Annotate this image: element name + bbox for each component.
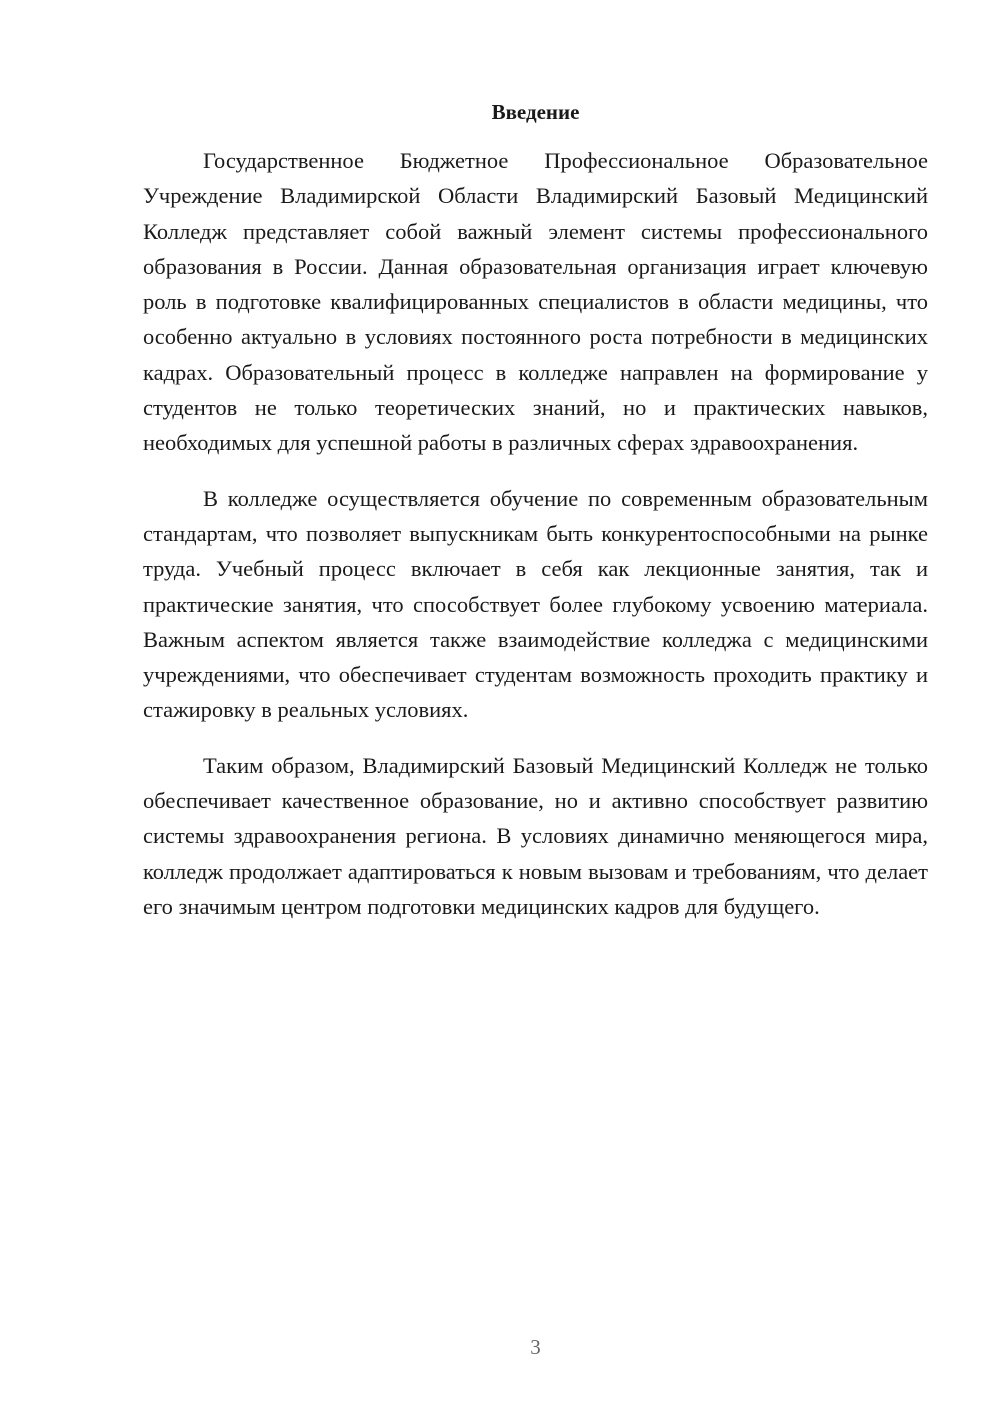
section-heading: Введение bbox=[491, 100, 580, 124]
paragraph-1: Государственное Бюджетное Профессиональное Образовательное Учреждение Владимирской Области Владимирский Базовый Медицинский Колледж представляет собой важный элемент системы профессионального образования в России. Данная образовательная организация играет ключевую роль в подготовке квалифицированных специалистов в области медицины, что особенно актуально в условиях постоянного роста потребности в медицинских кадрах. Образовательный процесс в колледже направлен на формирование у студентов не только теоретических знаний, но и практических навыков, необходимых для успешной работы в различных сферах здравоохранения. bbox=[143, 148, 928, 456]
page-number: 3 bbox=[530, 1335, 541, 1359]
paragraph-3: Таким образом, Владимирский Базовый Медицинский Колледж не только обеспечивает качественное образование, но и активно способствует развитию системы здравоохранения региона. В условиях динамично меняющегося мира, колледж продолжает адаптироваться к новым вызовам и требованиям, что делает его значимым центром подготовки медицинских кадров для будущего. bbox=[143, 752, 928, 919]
body-text bbox=[143, 143, 928, 944]
paragraph-2: В колледже осуществляется обучение по современным образовательным стандартам, что позволяет выпускникам быть конкурентоспособными на рынке труда. Учебный процесс включает в себя как лекционные занятия, так и практические занятия, что способствует более глубокому усвоению материала. Важным аспектом является также взаимодействие колледжа с медицинскими учреждениями, что обеспечивает студентам возможность проходить практику и стажировку в реальных условиях. bbox=[143, 485, 928, 723]
